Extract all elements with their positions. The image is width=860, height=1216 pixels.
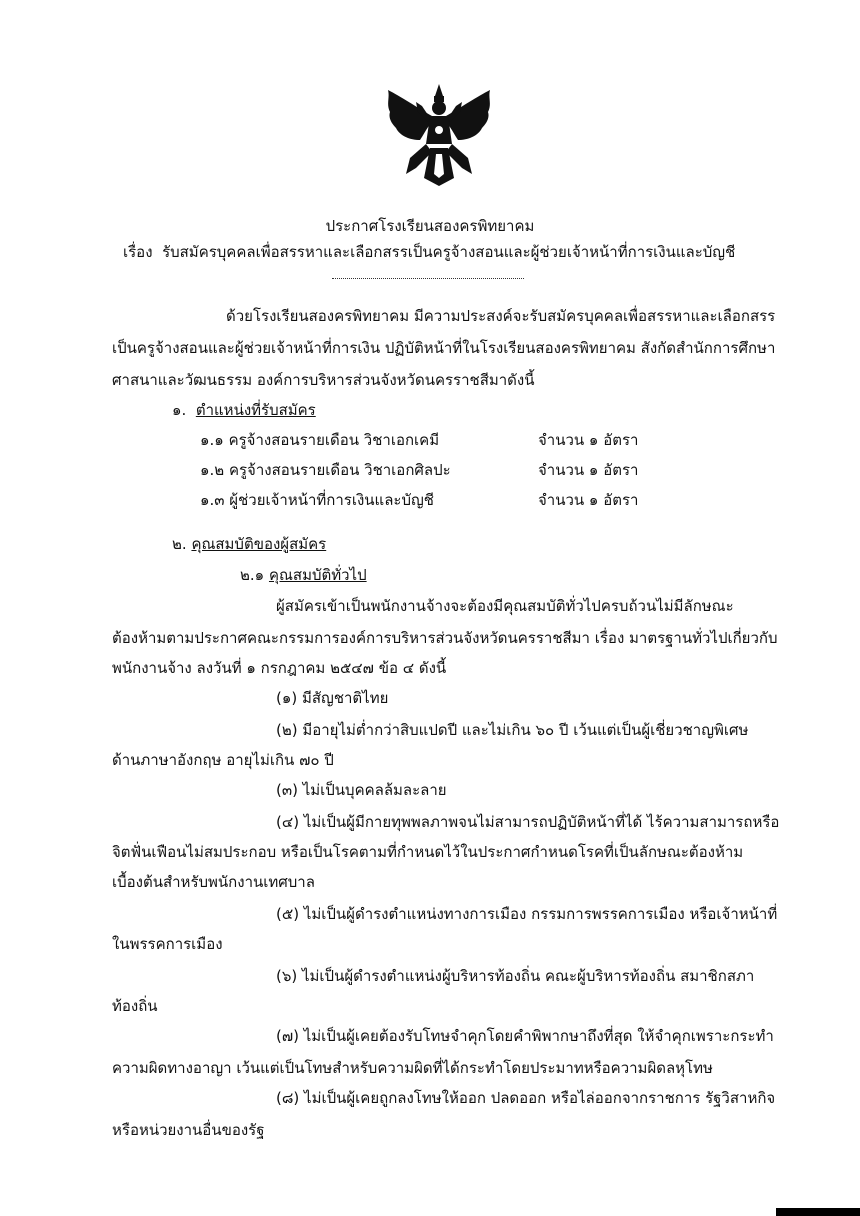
announcement-title: ประกาศโรงเรียนสองครพิทยาคม bbox=[325, 217, 535, 235]
subsection-2-1-heading bbox=[240, 563, 367, 587]
qualification-item-6: (๖) ไม่เป็นผู้ดำรงตำแหน่งผู้บริหารท้องถิ่น คณะผู้บริหารท้องถิ่น สมาชิกสภา bbox=[276, 967, 755, 985]
position-item-2-count: จำนวน ๑ อัตรา bbox=[538, 461, 639, 479]
qualification-item-7: (๗) ไม่เป็นผู้เคยต้องรับโทษจำคุกโดยคำพิพากษาถึงที่สุด ให้จำคุกเพราะกระทำ bbox=[276, 1027, 774, 1045]
subject-line bbox=[123, 240, 735, 264]
qualification-item-2: (๒) มีอายุไม่ต่ำกว่าสิบแปดปี และไม่เกิน ๖๐ ปี เว้นแต่เป็นผู้เชี่ยวชาญพิเศษ bbox=[276, 721, 749, 739]
qualification-line: จิตฟั่นเฟือนไม่สมประกอบ หรือเป็นโรคตามที่กำหนดไว้ในประกาศกำหนดโรคที่เป็นลักษณะต้องห้าม bbox=[112, 843, 744, 861]
qualification-line: ด้านภาษาอังกฤษ อายุไม่เกิน ๗๐ ปี bbox=[112, 751, 334, 769]
section2-title: คุณสมบัติของผู้สมัคร bbox=[191, 535, 327, 553]
title-divider bbox=[332, 278, 524, 279]
position-item-1-label: ๑.๑ ครูจ้างสอนรายเดือน วิชาเอกเคมี bbox=[200, 431, 440, 449]
scan-edge-bar bbox=[776, 1208, 860, 1216]
qualification-line: ต้องห้ามตามประกาศคณะกรรมการองค์การบริหารส่วนจังหวัดนครราชสีมา เรื่อง มาตรฐานทั่วไปเกี่ยวกับ bbox=[112, 629, 778, 647]
section1-heading bbox=[172, 398, 316, 422]
subsection-title: คุณสมบัติทั่วไป bbox=[268, 566, 367, 584]
subject-label: เรื่อง bbox=[123, 243, 153, 261]
position-item-3-count: จำนวน ๑ อัตรา bbox=[538, 491, 639, 509]
position-item-3-label: ๑.๓ ผู้ช่วยเจ้าหน้าที่การเงินและบัญชี bbox=[200, 491, 434, 509]
garuda-emblem-icon bbox=[380, 82, 498, 186]
section1-number: ๑. bbox=[172, 401, 187, 419]
intro-line-3: ศาสนาและวัฒนธรรม องค์การบริหารส่วนจังหวัดนครราชสีมาดังนี้ bbox=[112, 371, 535, 389]
qualification-item-1: (๑) มีสัญชาติไทย bbox=[276, 689, 389, 707]
section1-title: ตำแหน่งที่รับสมัคร bbox=[195, 401, 316, 419]
subsection-number: ๒.๑ bbox=[240, 566, 265, 584]
qualification-line: ผู้สมัครเข้าเป็นพนักงานจ้างจะต้องมีคุณสมบัติทั่วไปครบถ้วนไม่มีลักษณะ bbox=[276, 597, 734, 615]
intro-line-2: เป็นครูจ้างสอนและผู้ช่วยเจ้าหน้าที่การเงิน ปฏิบัติหน้าที่ในโรงเรียนสองครพิทยาคม สังกัดสำนักการศึกษา bbox=[112, 339, 776, 357]
section2-number: ๒. bbox=[172, 535, 187, 553]
qualification-line: ความผิดทางอาญา เว้นแต่เป็นโทษสำหรับความผิดที่ได้กระทำโดยประมาทหรือความผิดลหุโทษ bbox=[112, 1059, 713, 1077]
qualification-item-3: (๓) ไม่เป็นบุคคลล้มละลาย bbox=[276, 781, 447, 799]
position-item-1-count: จำนวน ๑ อัตรา bbox=[538, 431, 639, 449]
qualification-line: เบื้องต้นสำหรับพนักงานเทศบาล bbox=[112, 873, 315, 891]
qualification-item-4: (๔) ไม่เป็นผู้มีกายทุพพลภาพจนไม่สามารถปฏิบัติหน้าที่ได้ ไร้ความสามารถหรือ bbox=[276, 813, 780, 831]
intro-line-1: ด้วยโรงเรียนสองครพิทยาคม มีความประสงค์จะรับสมัครบุคคลเพื่อสรรหาและเลือกสรร bbox=[226, 307, 776, 325]
qualification-line: หรือหน่วยงานอื่นของรัฐ bbox=[112, 1121, 265, 1139]
qualification-line: ในพรรคการเมือง bbox=[112, 935, 223, 953]
section2-heading bbox=[172, 532, 326, 556]
qualification-item-5: (๕) ไม่เป็นผู้ดำรงตำแหน่งทางการเมือง กรรมการพรรคการเมือง หรือเจ้าหน้าที่ bbox=[276, 905, 778, 923]
position-item-2-label: ๑.๒ ครูจ้างสอนรายเดือน วิชาเอกศิลปะ bbox=[200, 461, 451, 479]
qualification-line: ท้องถิ่น bbox=[112, 997, 158, 1015]
qualification-line: พนักงานจ้าง ลงวันที่ ๑ กรกฎาคม ๒๕๔๗ ข้อ ๔ ดังนี้ bbox=[112, 659, 447, 677]
qualification-item-8: (๘) ไม่เป็นผู้เคยถูกลงโทษให้ออก ปลดออก หรือไล่ออกจากราชการ รัฐวิสาหกิจ bbox=[276, 1089, 776, 1107]
subject-text: รับสมัครบุคคลเพื่อสรรหาและเลือกสรรเป็นครูจ้างสอนและผู้ช่วยเจ้าหน้าที่การเงินและบัญชี bbox=[162, 243, 736, 261]
